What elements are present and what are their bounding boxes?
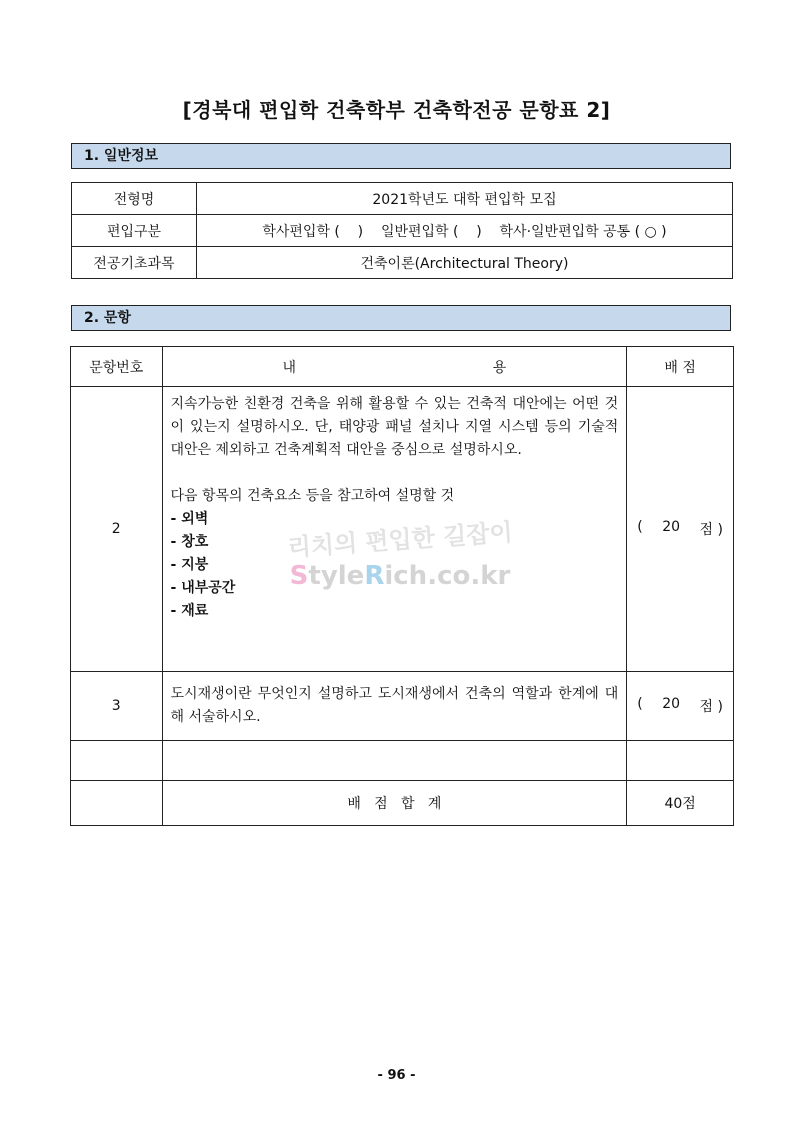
score-value: 20: [662, 696, 681, 712]
header-content-b: 용: [492, 359, 507, 376]
questions-table: [70, 346, 734, 826]
table-row: [72, 183, 733, 215]
table-row: [71, 672, 734, 741]
table-row: [72, 247, 733, 279]
table-header-row: [71, 347, 734, 387]
question-content: [162, 387, 627, 672]
total-value: 40점: [627, 781, 734, 826]
question-text: 도시재생이란 무엇인지 설명하고 도시재생에서 건축의 역할과 한계에 대해 서술하시오.: [170, 686, 619, 725]
table-row: [71, 387, 734, 672]
header-content: [162, 347, 627, 387]
info-value: 학사편입학 ( ) 일반편입학 ( ) 학사·일반편입학 공통 ( ○ ): [197, 215, 733, 247]
general-info-table: [71, 182, 733, 279]
list-item: - 재료: [170, 603, 209, 619]
question-subtext: 다음 항목의 건축요소 등을 참고하여 설명할 것: [170, 488, 455, 504]
header-score: 배 점: [627, 347, 734, 387]
question-score: [627, 387, 734, 672]
list-item: - 지붕: [170, 557, 209, 573]
list-item: - 창호: [170, 534, 209, 550]
score-value: 20: [662, 519, 681, 535]
score-open: (: [637, 696, 643, 712]
list-item: - 내부공간: [170, 580, 236, 596]
section-general-info: 1. 일반정보: [71, 143, 731, 169]
header-number: 문항번호: [71, 347, 163, 387]
score-unit: 점 ): [699, 699, 723, 715]
score-open: (: [637, 519, 643, 535]
info-label: 전형명: [72, 183, 197, 215]
table-row-empty: [71, 741, 734, 781]
question-number: 3: [71, 672, 163, 741]
table-row-total: [71, 781, 734, 826]
question-content: [162, 672, 627, 741]
info-label: 편입구분: [72, 215, 197, 247]
watermark-brand: StyleRich.co.kr: [289, 561, 511, 591]
question-number: 2: [71, 387, 163, 672]
table-row: [72, 215, 733, 247]
watermark-korean: 리치의 편입한 길잡이: [286, 518, 514, 562]
document-title: [경북대 편입학 건축학부 건축학전공 문항표 2]: [182, 98, 611, 122]
header-content-a: 내: [282, 359, 297, 376]
info-value: 건축이론(Architectural Theory): [197, 247, 733, 279]
question-score: [627, 672, 734, 741]
list-item: - 외벽: [170, 511, 209, 527]
info-value: 2021학년도 대학 편입학 모집: [197, 183, 733, 215]
question-text: 지속가능한 친환경 건축을 위해 활용할 수 있는 건축적 대안에는 어떤 것이 있는지 설명하시오. 단, 태양광 패널 설치나 지열 시스템 등의 기술적 대안은 제외하고 건축계획적 대안을 중심으로 설명하시오.: [170, 396, 619, 458]
section-questions: 2. 문항: [71, 305, 731, 331]
info-label: 전공기초과목: [72, 247, 197, 279]
page-number: - 96 -: [377, 1068, 416, 1083]
total-label: 배 점 합 계: [162, 781, 627, 826]
score-unit: 점 ): [699, 522, 723, 538]
